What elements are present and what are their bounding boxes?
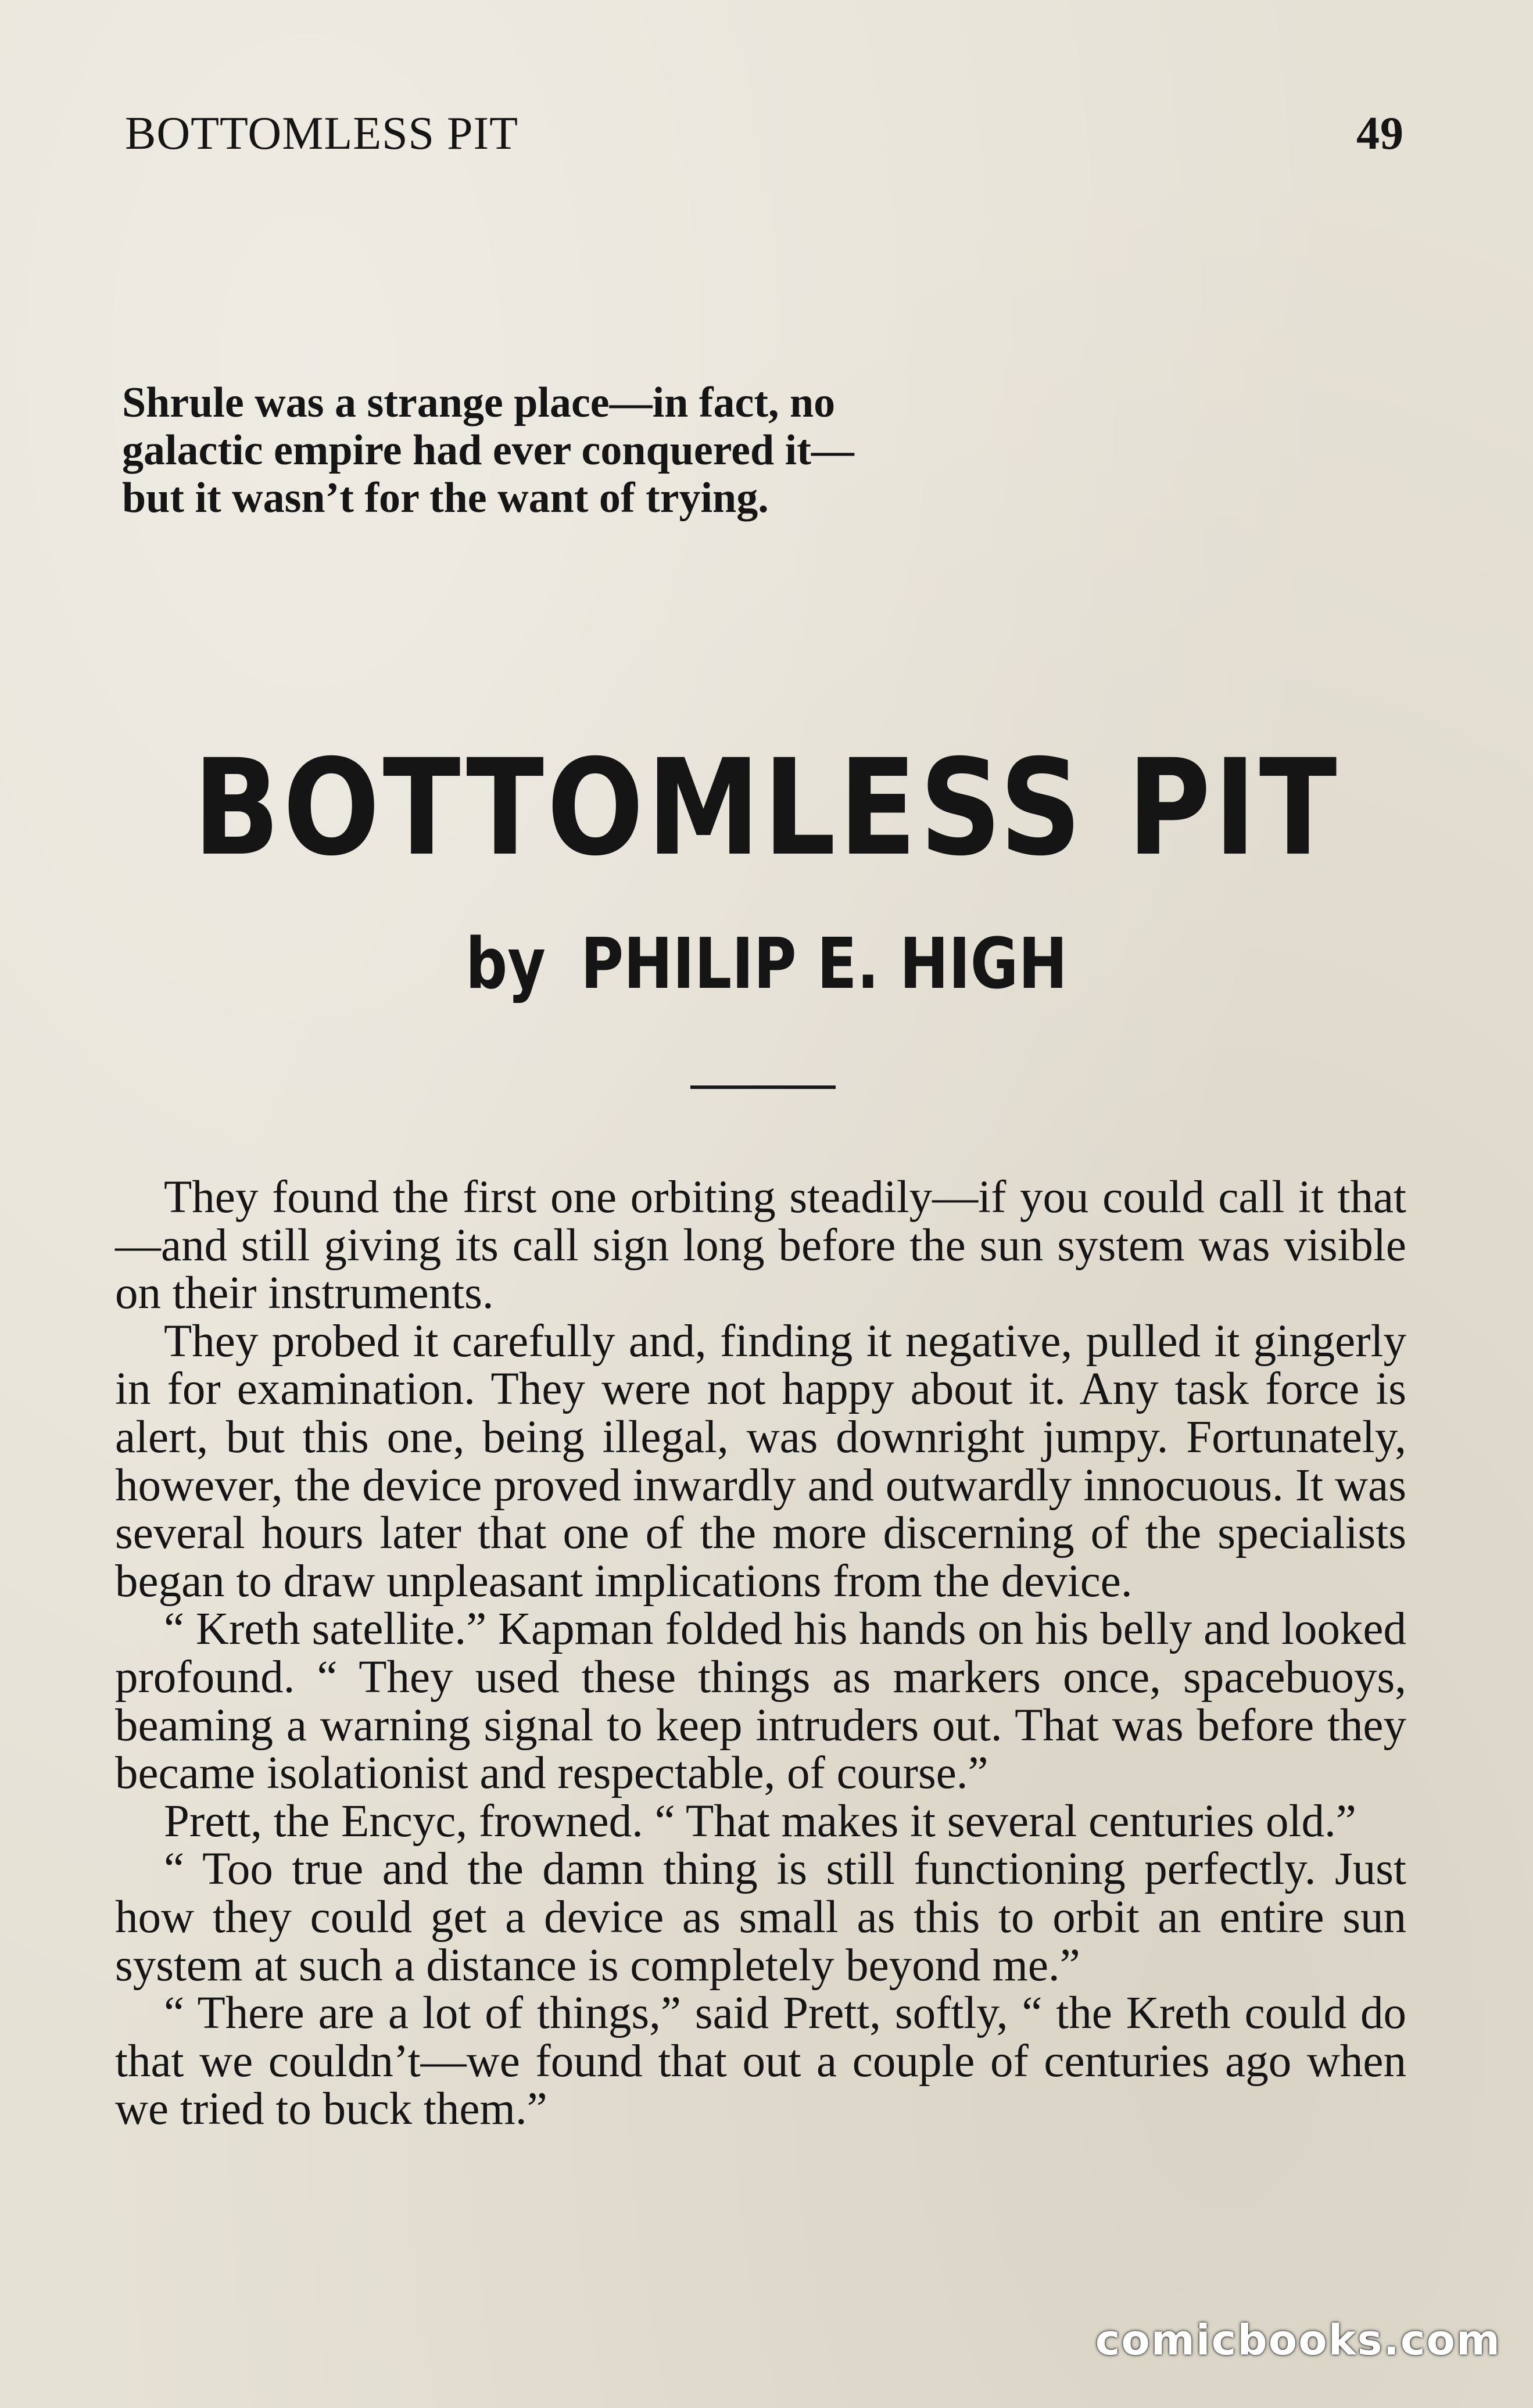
running-header [125,107,1404,160]
author-name: PHILIP E. HIGH [581,924,1068,1005]
body-paragraph: They probed it carefully and, finding it negative, pulled it gingerly in for examination. They were not happy about it. Any task force is alert, but this one, being illegal, was downright jumpy. Fortunately, however, the device proved inwardly and outwardly innocuous. It was several hours later that one of the more discerning of the specialists began to draw unpleasant implications from the device. [115,1316,1406,1607]
blurb-line: but it wasn’t for the want of trying. [122,474,769,522]
byline [123,924,1410,1005]
blurb-line: galactic empire had ever conquered it— [122,427,854,474]
body-paragraph: They found the first one orbiting steadily—if you could call it that—and still giving its call sign long before the sun system was visible on their instruments. [115,1172,1406,1319]
story-blurb [122,379,970,522]
body-paragraph: Prett, the Encyc, frowned. “ That makes it several centuries old.” [164,1796,1356,1847]
byline-by: by [465,924,546,1005]
body-paragraph: “ There are a lot of things,” said Prett, softly, “ the Kreth could do that we couldn’t—we found that out a couple of centuries ago when we tried to buck them.” [115,1988,1406,2135]
running-title: BOTTOMLESS PIT [125,108,519,159]
body-paragraph: “ Kreth satellite.” Kapman folded his hands on his belly and looked profound. “ They used these things as markers once, spacebuoys, beaming a warning signal to keep intruders out. That was before they became isolationist and respectable, of course.” [115,1604,1406,1799]
blurb-line: Shrule was a strange place—in fact, no [122,379,836,427]
story-body [115,1174,1406,2134]
story-title: BOTTOMLESS PIT [193,730,1340,885]
title-divider [690,1085,836,1089]
body-paragraph: “ Too true and the damn thing is still functioning perfectly. Just how they could get a device as small as this to orbit an entire sun system at such a distance is completely beyond me.” [115,1844,1406,1991]
page-number: 49 [1356,108,1404,159]
watermark: comicbooks.com [1095,2316,1501,2364]
